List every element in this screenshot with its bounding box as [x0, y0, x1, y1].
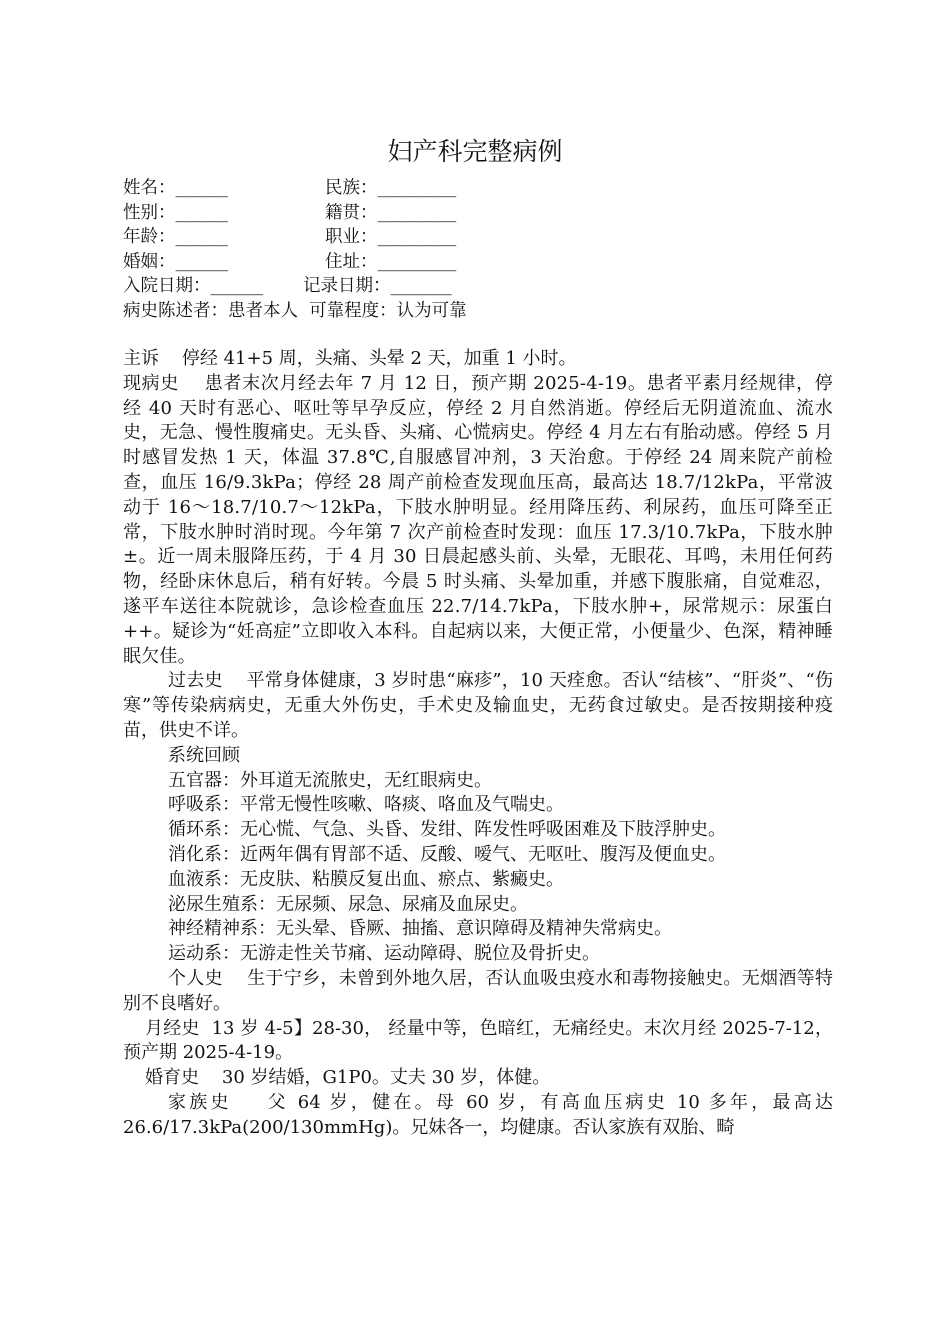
system-review-title: 系统回顾	[168, 744, 240, 766]
form-row-4	[123, 250, 843, 275]
marriage-field: 婚姻：______	[123, 251, 228, 272]
form-row-5	[123, 274, 843, 299]
form-row-3	[123, 225, 843, 250]
name-field: 姓名：______	[123, 178, 228, 198]
record-body	[123, 347, 839, 1141]
patient-info-form	[123, 176, 843, 324]
age-field: 年龄：______	[123, 227, 228, 248]
marital-history: 婚育史 30 岁结婚，G1P0。丈夫 30 岁，体健。	[145, 1067, 551, 1089]
page-title: 妇产科完整病例	[387, 137, 563, 166]
chief-complaint: 主诉 停经 41+5 周，头痛、头晕 2 天，加重 1 小时。	[123, 348, 577, 369]
present-illness: 现病史 患者末次月经去年 7 月 12 日，预产期 2025-4-19。患者平素月经规律，停经 40 天时有恶心、呕吐等早孕反应，停经 2 月自然消逝。停经后无阴道流血、流水史，无急、慢性腹痛史。无头昏、头痛、心慌病史。停经 4 月左右有胎动感。停经 5 月时感冒发热 1 天，体温 37.8℃,自服感冒冲剂，3 天治愈。于停经 24 周来院产前检查，血压 16/9.3kPa；停经 28 周产前检查发现血压高，最高达 18.7/12kPa，平常波动于 16～18.7/10.7～12kPa，下肢水肿明显。经用降压药、利尿药，血压可降至正常，下肢水肿时消时现。今年第 7 次产前检查时发现：血压 17.3/10.7kPa，下肢水肿±。近一周未服降压药，于 4 月 30 日晨起感头前、头晕，无眼花、耳鸣，未用任何药物，经卧床休息后，稍有好转。今晨 5 时头痛、头晕加重，并感下腹胀痛，自觉难忍，遂平车送往本院就诊，急诊检查血压 22.7/14.7kPa，下肢水肿+，尿常规示：尿蛋白++。疑诊为“妊高症”立即收入本科。自起病以来，大便正常，小便量少、色深，精神睡眠欠佳。	[123, 372, 833, 667]
family-history: 家族史 父 64 岁，健在。母 60 岁，有高血压病史 10 多年，最高达 26.6/17.3kPa(200/130mmHg)。兄妹各一，均健康。否认家族有双胎、畸	[123, 1091, 839, 1138]
review-ent: 五官器：外耳道无流脓史，无红眼病史。	[168, 769, 492, 791]
record-date-field: 记录日期：_______	[303, 276, 452, 297]
review-neuro: 神经精神系：无头晕、昏厥、抽搐、意识障碍及精神失常病史。	[168, 918, 672, 940]
review-blood: 血液系：无皮肤、粘膜反复出血、瘀点、紫癜史。	[168, 868, 564, 890]
admission-date-field: 入院日期：______	[123, 276, 263, 297]
form-row-2	[123, 201, 843, 226]
occupation-field: 职业：_________	[325, 227, 457, 248]
form-row-1	[123, 176, 843, 201]
review-respiratory: 呼吸系：平常无慢性咳嗽、咯痰、咯血及气喘史。	[168, 794, 564, 816]
sex-field: 性别：______	[123, 202, 228, 223]
native-place-field: 籍贯：_________	[325, 202, 457, 223]
review-motor: 运动系：无游走性关节痛、运动障碍、脱位及骨折史。	[168, 943, 600, 965]
review-digestive: 消化系：近两年偶有胃部不适、反酸、嗳气、无呕吐、腹泻及便血史。	[168, 843, 726, 865]
past-history: 过去史 平常身体健康，3 岁时患“麻疹”，10 天痊愈。否认“结核”、“肝炎”、“伤寒”等传染病病史，无重大外伤史，手术史及输血史，无药食过敏史。是否按期接种疫苗，供史不详。	[123, 670, 833, 741]
review-urogenital: 泌尿生殖系：无尿频、尿急、尿痛及血尿史。	[168, 893, 528, 915]
review-circulatory: 循环系：无心慌、气急、头昏、发绀、阵发性呼吸困难及下肢浮肿史。	[168, 819, 726, 841]
personal-history: 个人史 生于宁乡，未曾到外地久居，否认血吸虫疫水和毒物接触史。无烟酒等特别不良嗜好。	[123, 967, 833, 1014]
address-field: 住址：_________	[325, 251, 457, 272]
ethnicity-field: 民族：_________	[325, 178, 457, 198]
form-row-6	[123, 299, 843, 324]
menstrual-history: 月经史 13 岁 4-5】28-30， 经量中等，色暗红，无痛经史。末次月经 2025-7-12，预产期 2025-4-19。	[123, 1017, 833, 1064]
narrator-field: 病史陈述者：患者本人 可靠程度：认为可靠	[123, 300, 467, 321]
